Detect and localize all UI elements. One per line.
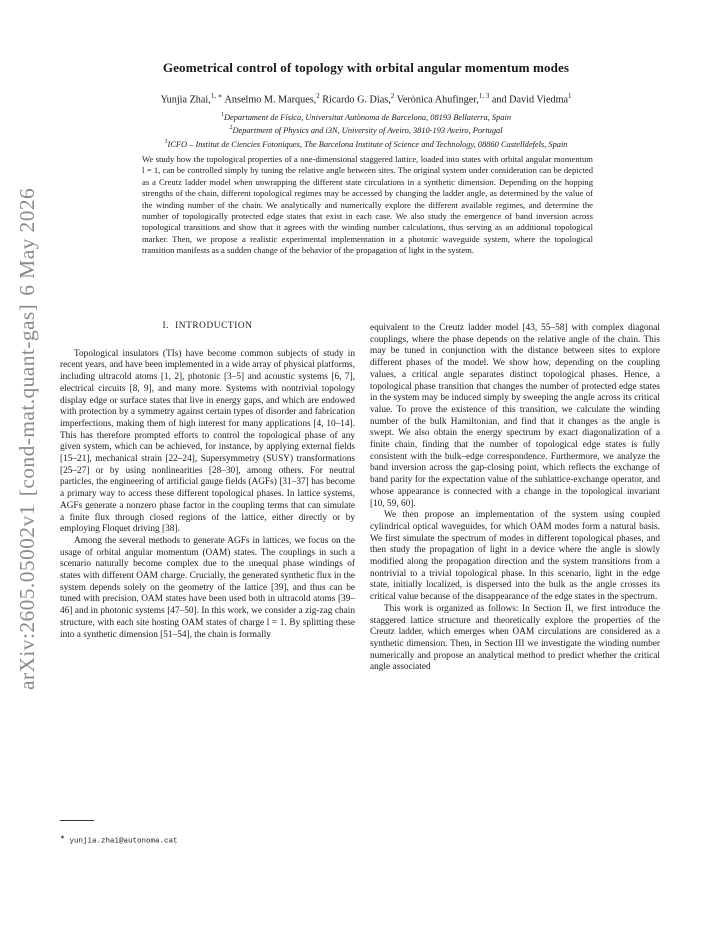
affiliation <box>40 110 692 123</box>
affiliation-marker: 3 <box>164 138 168 145</box>
affiliation <box>40 137 692 150</box>
body-paragraph: Among the several methods to generate AGFs in lattices, we focus on the usage of orbital angular momentum (OAM) states. The couplings in such a scenario naturally become complex due to the unequal phase windings of states with different OAM charge. Crucially, the generated synthetic flux in the system depends solely on the geometry of the lattice [39], and thus can be tuned with precision. OAM states have been used both in ultracold atoms [39–46] and in photonic systems [47–50]. In this work, we consider a zig-zag chain structure, with each site hosting OAM states of charge l = 1. By splitting these into a synthetic dimension [51–54], the chain is formally <box>60 535 355 640</box>
author-affil-marker: 1, ∗ <box>210 92 223 100</box>
affiliation-text: Departament de Física, Universitat Autònoma de Barcelona, 08193 Bellaterra, Spain <box>223 112 512 122</box>
arxiv-category: [cond-mat.quant-gas] <box>14 303 39 497</box>
left-column <box>60 321 355 641</box>
abstract: We study how the topological properties of a one-dimensional staggered lattice, loaded into states with orbital angular momentum l = 1, can be controlled simply by tuning the relative angle between sites. The original system under consideration can be depicted as a Creutz ladder model when unwrapping the different state circulations in a synthetic dimension. Depending on the hopping strengths of the chain, different topological regimes may be accessed by changing the ladder angle, as determined by the value of the winding number of the chain. We analytically and numerically explore the different available regimes, and determine the number of topologically protected edge states that exist in each case. We also study the emergence of band inversion across topological transitions and show that it agrees with the winding number calculations, thus serving as an additional topological marker. Then, we propose a realistic experimental implementation in a photonic waveguide system, where the topological transition manifests as a sudden change of the behavior of the propagation of light in the system. <box>142 154 593 256</box>
paper-title: Geometrical control of topology with orbital angular momentum modes <box>162 60 570 75</box>
right-column <box>370 323 660 674</box>
arxiv-id: arXiv:2605.05002v1 <box>14 504 39 690</box>
author-name: David Viedma <box>509 94 569 106</box>
arxiv-identifier-stamp <box>8 170 46 690</box>
author-affil-marker: 1 <box>568 92 572 100</box>
affiliation-marker: 1 <box>220 112 224 118</box>
author-affil-marker: 1, 3 <box>478 92 490 100</box>
footnote-email: yunjia.zhai@autonoma.cat <box>69 837 178 846</box>
footnote-divider <box>60 820 94 821</box>
body-paragraph: Topological insulators (TIs) have become common subjects of study in recent years, and have been implemented in a wide array of physical platforms, including ultracold atoms [1, 2], photonic [3–5] and acoustic systems [6, 7], electrical circuits [8, 9], and many more. Systems with nontrivial topology display edge or surface states that live in energy gaps, and which are endowed with protection by a symmetry against certain types of disorder and fabrication imperfections, making them of high interest for many applications [4, 10–14]. This has therefore prompted efforts to control the topological phase of any given system, which can be achieved, for instance, by applying external fields [15–21], mechanical strain [22–24], Supersymmetry (SUSY) transformations [25–27] or by using nonlinearities [28–30], among others. For neutral particles, the engineering of artificial gauge fields (AGFs) [31–37] has become a primary way to access these different topological phases. In lattice systems, AGFs generate a nonzero phase factor in the coupling terms that can simulate a finite flux through closed regions of the lattice, either directly or by employing Floquet driving [38]. <box>60 348 355 535</box>
body-paragraph: We then propose an implementation of the system using coupled cylindrical optical waveguides, for which OAM modes form a natural basis. We first simulate the spectrum of modes in different topological phases, and then study the propagation of light in a device where the angle is slowly modified along the propagation direction and the system transitions from a nontrivial to a trivial topological phase. In this scenario, light in the edge state, initially localized, is dispersed into the bulk as the angle crosses its critical value because of the disappearance of the edge states in the spectrum. <box>370 510 660 603</box>
author-affil-marker: 2 <box>316 92 320 100</box>
footnote-marker: ∗ <box>60 835 66 841</box>
author-conjunction: and <box>491 94 507 106</box>
section-number: I. <box>162 321 170 331</box>
footnote <box>60 834 178 846</box>
body-paragraph: This work is organized as follows: In Section II, we first introduce the staggered lattice structure and theoretically explore the properties of the Creutz ladder, which emerges when OAM circulations are considered as a synthetic dimension. Then, in Section III we investigate the winding number numerically and propose an analytical method to predict whether the critical angle associated <box>370 603 660 673</box>
affiliation-marker: 2 <box>229 125 233 132</box>
arxiv-date: 6 May 2026 <box>14 187 39 296</box>
author-name: Anselmo M. Marques, <box>224 94 317 106</box>
author-name: Ricardo G. Dias, <box>322 94 391 106</box>
affiliation-text: ICFO – Institut de Ciencies Fotoniques, The Barcelona Institute of Science and Technology, 08860 Castelldefels, Spain <box>167 139 568 149</box>
affiliation <box>40 123 692 136</box>
author-name: Verònica Ahufinger, <box>396 94 479 106</box>
author-list <box>60 92 672 105</box>
body-paragraph: equivalent to the Creutz ladder model [43, 55–58] with complex diagonal couplings, where the phase depends on the relative angle of the chain. This may be tuned in conjunction with the distance between sites to explore different phases of the model. We show how, depending on the coupling values, a critical angle separates distinct topological phases. Hence, a topological phase transition that changes the number of protected edge states in the system may be induced simply by sweeping the angle across its critical value. To prove the existence of this transition, we calculate the winding number of the bulk Hamiltonian, and find that it changes as the angle is swept. We also obtain the energy spectrum by exact diagonalization of a finite chain, finding that the number of topological edge states is fully consistent with the bulk–edge correspondence. Furthermore, we analyze the band inversion across the gap-closing point, which reflects the exchange of band parity for the expectation value of the sublattice-exchange operator, and whose appearance is connected with a change in the topological invariant [10, 59, 60]. <box>370 323 660 509</box>
affiliation-list <box>40 110 692 150</box>
section-heading <box>60 321 355 333</box>
author-affil-marker: 2 <box>390 92 395 100</box>
section-title: INTRODUCTION <box>175 321 253 331</box>
author-name: Yunjia Zhai, <box>160 94 211 106</box>
affiliation-text: Department of Physics and i3N, University of Aveiro, 3810-193 Aveiro, Portugal <box>232 126 503 136</box>
